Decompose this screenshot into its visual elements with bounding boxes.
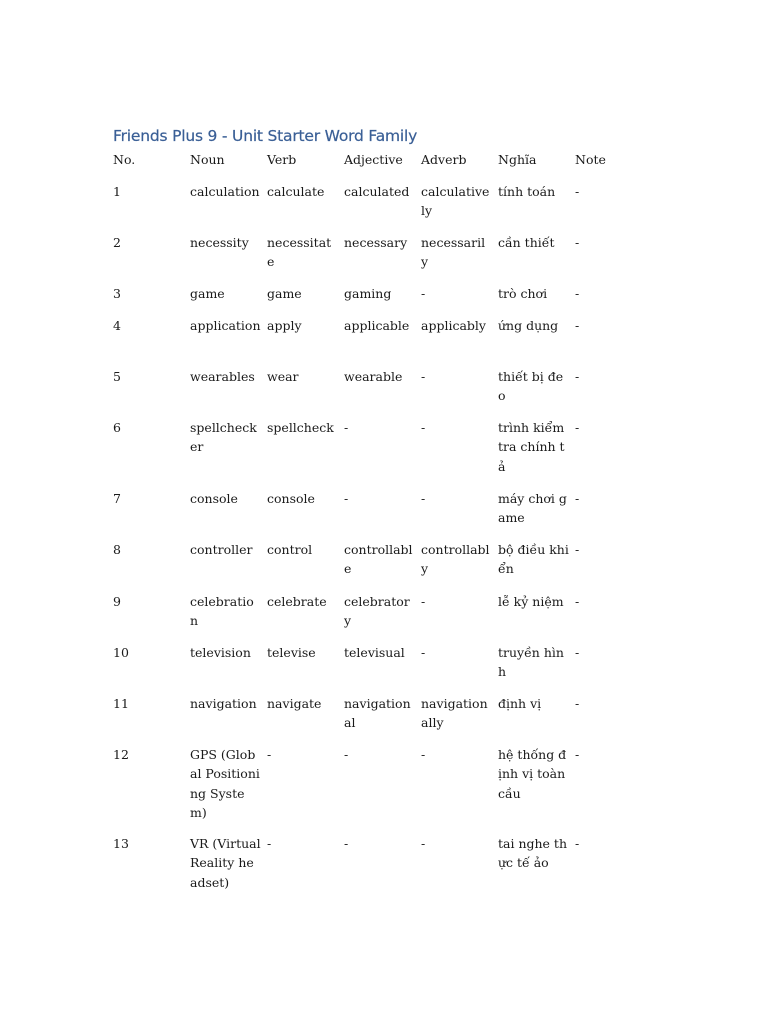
cell-noun: necessity xyxy=(190,235,249,250)
cell-verb: calculate xyxy=(267,184,325,199)
cell-note: - xyxy=(575,836,580,851)
document-page xyxy=(113,124,653,914)
cell-no: 13 xyxy=(113,836,129,851)
cell-no: 5 xyxy=(113,369,121,384)
cell-meaning: cần thiết xyxy=(498,235,555,250)
cell-note: - xyxy=(575,420,580,435)
cell-noun: calculation xyxy=(190,184,260,199)
cell-adjective: applicable xyxy=(344,318,410,333)
cell-adverb: - xyxy=(421,420,426,435)
cell-note: - xyxy=(575,696,580,711)
cell-no: 11 xyxy=(113,696,129,711)
cell-note: - xyxy=(575,645,580,660)
cell-no: 3 xyxy=(113,286,121,301)
cell-meaning: truyền hình xyxy=(498,645,564,680)
table-row xyxy=(113,418,625,489)
cell-adverb: controllably xyxy=(421,542,490,577)
cell-verb: televise xyxy=(267,645,316,660)
cell-adjective: - xyxy=(344,747,349,762)
cell-adjective: controllable xyxy=(344,542,413,577)
cell-note: - xyxy=(575,184,580,199)
cell-verb: control xyxy=(267,542,313,557)
cell-noun: game xyxy=(190,286,225,301)
cell-verb: necessitate xyxy=(267,235,332,270)
header-adjective: Adjective xyxy=(344,152,403,167)
table-row xyxy=(113,834,625,914)
cell-verb: wear xyxy=(267,369,299,384)
cell-note: - xyxy=(575,318,580,333)
table-row xyxy=(113,367,625,418)
cell-meaning: máy chơi game xyxy=(498,491,567,526)
cell-no: 10 xyxy=(113,645,129,660)
header-note: Note xyxy=(575,152,606,167)
cell-meaning: bộ điều khiển xyxy=(498,542,569,577)
table-row xyxy=(113,316,625,367)
cell-noun: GPS (Global Positioning System) xyxy=(190,747,260,821)
cell-adjective: - xyxy=(344,836,349,851)
cell-meaning: trò chơi xyxy=(498,286,548,301)
cell-meaning: lễ kỷ niệm xyxy=(498,594,564,609)
cell-meaning: hệ thống định vị toàn cầu xyxy=(498,747,567,801)
cell-note: - xyxy=(575,369,580,384)
cell-adverb: - xyxy=(421,491,426,506)
cell-note: - xyxy=(575,235,580,250)
cell-verb: navigate xyxy=(267,696,322,711)
cell-noun: wearables xyxy=(190,369,255,384)
cell-no: 1 xyxy=(113,184,121,199)
cell-adverb: - xyxy=(421,747,426,762)
cell-verb: console xyxy=(267,491,315,506)
cell-noun: celebration xyxy=(190,594,254,629)
cell-adjective: calculated xyxy=(344,184,410,199)
table-row xyxy=(113,233,625,284)
cell-verb: apply xyxy=(267,318,302,333)
cell-no: 2 xyxy=(113,235,121,250)
cell-adjective: - xyxy=(344,420,349,435)
cell-no: 9 xyxy=(113,594,121,609)
cell-adverb: - xyxy=(421,836,426,851)
cell-no: 8 xyxy=(113,542,121,557)
cell-noun: application xyxy=(190,318,261,333)
cell-adjective: navigational xyxy=(344,696,411,731)
table-row xyxy=(113,540,625,592)
cell-note: - xyxy=(575,542,580,557)
table-row xyxy=(113,643,625,694)
cell-adverb: calculatively xyxy=(421,184,490,219)
cell-adjective: celebratory xyxy=(344,594,410,629)
cell-meaning: ứng dụng xyxy=(498,318,559,333)
cell-adverb: applicably xyxy=(421,318,486,333)
cell-adverb: - xyxy=(421,286,426,301)
cell-adjective: gaming xyxy=(344,286,392,301)
table-row xyxy=(113,182,625,233)
cell-verb: celebrate xyxy=(267,594,327,609)
cell-verb: spellcheck xyxy=(267,420,334,435)
header-noun: Noun xyxy=(190,152,225,167)
cell-no: 4 xyxy=(113,318,121,333)
cell-adverb: - xyxy=(421,645,426,660)
document-title: Friends Plus 9 - Unit Starter Word Family xyxy=(113,127,418,145)
table-row xyxy=(113,694,625,745)
cell-noun: navigation xyxy=(190,696,257,711)
cell-adjective: - xyxy=(344,491,349,506)
cell-meaning: định vị xyxy=(498,696,542,711)
header-meaning: Nghĩa xyxy=(498,152,537,167)
cell-adverb: navigationally xyxy=(421,696,488,731)
cell-adverb: - xyxy=(421,369,426,384)
table-row xyxy=(113,489,625,540)
cell-noun: console xyxy=(190,491,238,506)
cell-adverb: necessarily xyxy=(421,235,486,270)
cell-noun: VR (Virtual Reality headset) xyxy=(190,836,261,890)
cell-no: 7 xyxy=(113,491,121,506)
header-no: No. xyxy=(113,152,136,167)
cell-adjective: wearable xyxy=(344,369,403,384)
cell-no: 6 xyxy=(113,420,121,435)
cell-adjective: televisual xyxy=(344,645,405,660)
cell-meaning: trình kiểm tra chính tả xyxy=(498,420,565,474)
table-row xyxy=(113,745,625,834)
cell-verb: game xyxy=(267,286,302,301)
cell-noun: television xyxy=(190,645,251,660)
cell-note: - xyxy=(575,286,580,301)
header-verb: Verb xyxy=(267,152,297,167)
cell-verb: - xyxy=(267,836,272,851)
table-header-row xyxy=(113,150,625,182)
cell-note: - xyxy=(575,491,580,506)
cell-no: 12 xyxy=(113,747,129,762)
word-family-table xyxy=(113,150,625,914)
table-row xyxy=(113,284,625,316)
cell-adverb: - xyxy=(421,594,426,609)
cell-adjective: necessary xyxy=(344,235,408,250)
cell-meaning: thiết bị đeo xyxy=(498,369,564,404)
table-row xyxy=(113,592,625,643)
cell-noun: spellchecker xyxy=(190,420,257,455)
cell-note: - xyxy=(575,747,580,762)
cell-noun: controller xyxy=(190,542,253,557)
header-adverb: Adverb xyxy=(421,152,467,167)
cell-verb: - xyxy=(267,747,272,762)
cell-meaning: tai nghe thực tế ảo xyxy=(498,836,567,871)
cell-meaning: tính toán xyxy=(498,184,556,199)
cell-note: - xyxy=(575,594,580,609)
